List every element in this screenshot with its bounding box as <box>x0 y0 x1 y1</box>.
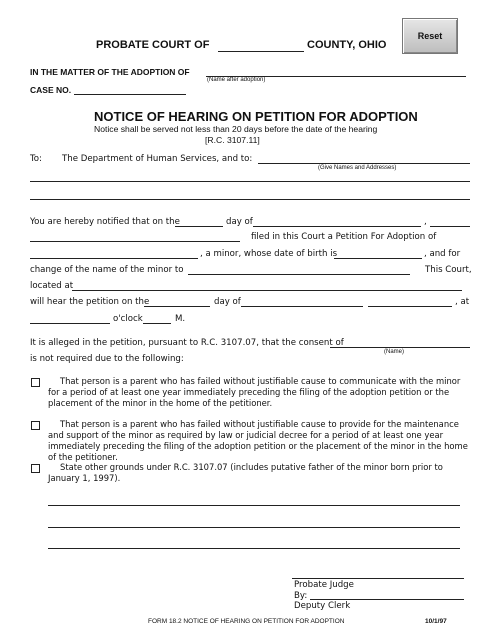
subtitle: Notice shall be served not less than 20 days before the date of the hearing <box>94 124 378 134</box>
filed-month-field[interactable] <box>253 226 421 227</box>
option-3-checkbox[interactable] <box>31 464 40 473</box>
petitioner-field[interactable] <box>30 241 240 242</box>
birth-date-field[interactable] <box>334 258 422 259</box>
to-text: The Department of Human Services, and to: <box>62 154 253 164</box>
option-2-checkbox[interactable] <box>31 421 40 430</box>
change-name-text: change of the name of the minor to <box>30 265 184 275</box>
case-no-label: CASE NO. <box>30 85 72 95</box>
new-name-field[interactable] <box>188 274 410 275</box>
located-text: located at <box>30 281 74 291</box>
form-date: 10/1/97 <box>425 618 447 625</box>
this-court-text: This Court, <box>425 265 472 275</box>
oclock-text: o'clock <box>113 314 143 324</box>
name-hint: (Name) <box>384 349 405 355</box>
county-label: COUNTY, OHIO <box>307 39 387 51</box>
alleged-text: It is alleged in the petition, pursuant to R.C. 3107.07, that the consent of <box>30 338 344 348</box>
comma-text: , <box>424 217 427 227</box>
deputy-clerk-label: Deputy Clerk <box>294 601 351 611</box>
option-1-text: That person is a parent who has failed without justifiable cause to communicate with the minor for a period of at least one year immediately preceding the filing of the adoption petition or the placement of the minor in the home of the petitioner. <box>48 376 461 408</box>
hearing-month-field[interactable] <box>241 306 363 307</box>
clerk-signature-line[interactable] <box>310 599 464 600</box>
hearing-year-field[interactable] <box>368 306 452 307</box>
page-title: NOTICE OF HEARING ON PETITION FOR ADOPTION <box>94 109 418 124</box>
consent-name-field[interactable] <box>330 347 470 348</box>
form-footer: FORM 18.2 NOTICE OF HEARING ON PETITION FOR ADOPTION <box>148 618 345 625</box>
hearing-day-field[interactable] <box>144 306 210 307</box>
other-grounds-line-1[interactable] <box>48 505 460 506</box>
court-label: PROBATE COURT OF <box>96 39 210 51</box>
by-label: By: <box>294 591 308 601</box>
case-no-field[interactable] <box>74 94 186 95</box>
minor-name-field[interactable] <box>30 258 198 259</box>
minor-text: , a minor, whose date of birth is <box>200 249 338 259</box>
court-location-field[interactable] <box>72 290 462 291</box>
probate-judge-label: Probate Judge <box>294 580 354 590</box>
m-text: M. <box>175 314 186 324</box>
option-3-text: State other grounds under R.C. 3107.07 (includes putative father of the minor born prior to January 1, 1997). <box>48 462 443 483</box>
reset-button[interactable]: Reset <box>402 18 458 54</box>
at-text: , at <box>455 297 470 307</box>
day-of-text-2: day of <box>214 297 241 307</box>
hear-text: will hear the petition on the <box>30 297 150 307</box>
to-field-1[interactable] <box>258 163 470 164</box>
notified-text: You are hereby notified that on the <box>30 217 180 227</box>
filed-text: filed in this Court a Petition For Adoption of <box>251 232 437 242</box>
option-2-text: That person is a parent who has failed without justifiable cause to provide for the maintenance and support of the minor as required by law or judicial decree for a period of at least one year immediately preceding the filing of the adoption petition or the placement of the minor in the home of the petitioner. <box>48 419 468 462</box>
citation: [R.C. 3107.11] <box>205 135 260 145</box>
judge-signature-line[interactable] <box>292 578 464 579</box>
other-grounds-line-3[interactable] <box>48 548 460 549</box>
filed-day-field[interactable] <box>175 226 223 227</box>
to-field-2[interactable] <box>30 181 470 182</box>
give-names-hint: (Give Names and Addresses) <box>318 165 397 171</box>
other-grounds-line-2[interactable] <box>48 527 460 528</box>
am-pm-field[interactable] <box>143 323 171 324</box>
to-label: To: <box>30 154 42 164</box>
not-required-text: is not required due to the following: <box>30 354 184 364</box>
to-field-3[interactable] <box>30 199 470 200</box>
and-for-text: , and for <box>424 249 461 259</box>
adoption-of-label: IN THE MATTER OF THE ADOPTION OF <box>30 67 190 77</box>
day-of-text: day of <box>226 217 253 227</box>
name-after-hint: (Name after adoption) <box>207 77 266 83</box>
option-1-checkbox[interactable] <box>31 378 40 387</box>
hearing-time-field[interactable] <box>30 323 110 324</box>
county-field[interactable] <box>218 51 304 52</box>
filed-year-field[interactable] <box>430 226 470 227</box>
